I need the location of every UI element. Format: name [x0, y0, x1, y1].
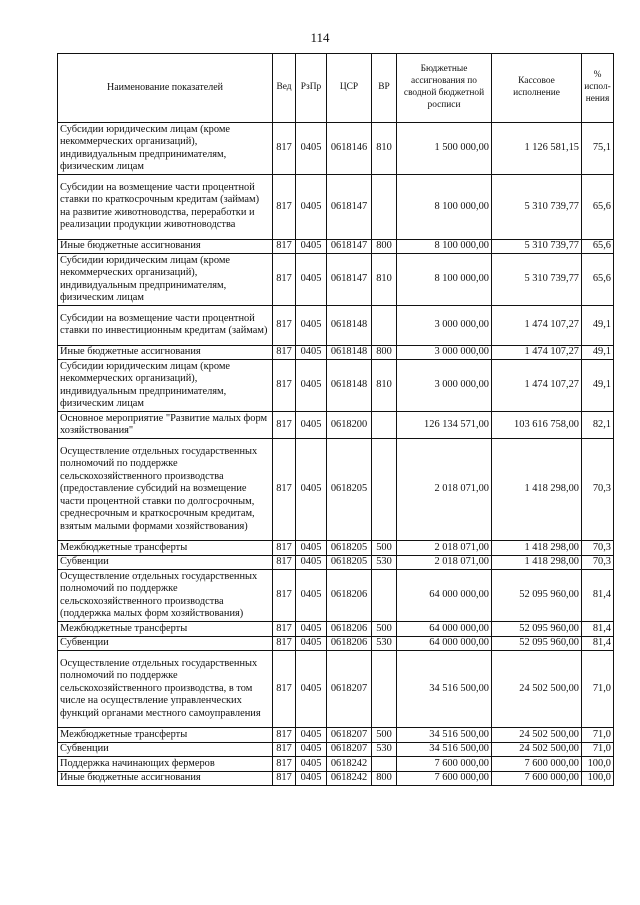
cell-rzpr: 0405 [296, 622, 327, 637]
cell-ved: 817 [273, 771, 296, 786]
cell-pct: 82,1 [582, 412, 614, 439]
cell-kassa: 52 095 960,00 [492, 570, 582, 622]
cell-kassa: 103 616 758,00 [492, 412, 582, 439]
cell-ved: 817 [273, 622, 296, 637]
cell-assign: 64 000 000,00 [397, 622, 492, 637]
table-row [58, 742, 614, 757]
cell-name: Межбюджетные трансферты [58, 541, 273, 556]
cell-ved: 817 [273, 345, 296, 360]
cell-csr: 0618205 [327, 541, 372, 556]
cell-rzpr: 0405 [296, 570, 327, 622]
cell-csr: 0618207 [327, 728, 372, 743]
cell-rzpr: 0405 [296, 306, 327, 346]
cell-rzpr: 0405 [296, 555, 327, 570]
budget-table [57, 53, 614, 786]
header-vr: ВР [372, 54, 397, 123]
cell-name: Субсидии на возмещение части процентной ставки по краткосрочным кредитам (займам) на развитие животноводства, переработки и реализации продукции животноводства [58, 175, 273, 240]
cell-name: Субсидии юридическим лицам (кроме некоммерческих организаций), индивидуальным предпринимателям, физическим лицам [58, 254, 273, 306]
cell-vr: 530 [372, 742, 397, 757]
cell-name: Субвенции [58, 636, 273, 651]
table-header-row [58, 54, 614, 123]
cell-csr: 0618148 [327, 306, 372, 346]
table-row [58, 555, 614, 570]
cell-pct: 65,6 [582, 175, 614, 240]
cell-csr: 0618147 [327, 254, 372, 306]
cell-pct: 49,1 [582, 306, 614, 346]
cell-name: Субсидии юридическим лицам (кроме некоммерческих организаций), индивидуальным предпринимателям, физическим лицам [58, 360, 273, 412]
cell-vr: 500 [372, 541, 397, 556]
table-body [58, 123, 614, 786]
cell-assign: 3 000 000,00 [397, 306, 492, 346]
cell-name: Межбюджетные трансферты [58, 728, 273, 743]
cell-pct: 81,4 [582, 636, 614, 651]
cell-assign: 2 018 071,00 [397, 541, 492, 556]
table-row [58, 541, 614, 556]
cell-kassa: 1 474 107,27 [492, 306, 582, 346]
cell-kassa: 1 474 107,27 [492, 345, 582, 360]
cell-kassa: 7 600 000,00 [492, 771, 582, 786]
cell-csr: 0618146 [327, 123, 372, 175]
cell-pct: 71,0 [582, 742, 614, 757]
cell-pct: 100,0 [582, 757, 614, 772]
cell-ved: 817 [273, 555, 296, 570]
cell-ved: 817 [273, 123, 296, 175]
cell-name: Осуществление отдельных государственных полномочий по поддержке сельскохозяйственного производства (предоставление субсидий на возмещение части процентной ставки по долгосрочным, среднесрочным и краткосрочным кредитам, взятым малыми формами хозяйствования) [58, 439, 273, 541]
cell-rzpr: 0405 [296, 636, 327, 651]
cell-name: Осуществление отдельных государственных полномочий по поддержке сельскохозяйственного производства, в том числе на осуществление управленческих функций органами местного самоуправления [58, 651, 273, 728]
cell-vr [372, 439, 397, 541]
cell-name: Субсидии на возмещение части процентной ставки по инвестиционным кредитам (займам) [58, 306, 273, 346]
cell-pct: 81,4 [582, 622, 614, 637]
header-kassa: Кассовое исполнение [492, 54, 582, 123]
cell-pct: 49,1 [582, 345, 614, 360]
cell-ved: 817 [273, 651, 296, 728]
cell-assign: 34 516 500,00 [397, 728, 492, 743]
cell-assign: 1 500 000,00 [397, 123, 492, 175]
cell-csr: 0618200 [327, 412, 372, 439]
table-row [58, 345, 614, 360]
cell-name: Межбюджетные трансферты [58, 622, 273, 637]
cell-rzpr: 0405 [296, 345, 327, 360]
cell-csr: 0618148 [327, 345, 372, 360]
cell-assign: 8 100 000,00 [397, 239, 492, 254]
header-name: Наименование показателей [58, 54, 273, 123]
cell-assign: 126 134 571,00 [397, 412, 492, 439]
cell-vr [372, 306, 397, 346]
cell-ved: 817 [273, 439, 296, 541]
cell-ved: 817 [273, 175, 296, 240]
table-row [58, 254, 614, 306]
cell-assign: 2 018 071,00 [397, 555, 492, 570]
table-row [58, 728, 614, 743]
table-row [58, 771, 614, 786]
cell-kassa: 1 418 298,00 [492, 541, 582, 556]
table-row [58, 360, 614, 412]
cell-assign: 7 600 000,00 [397, 771, 492, 786]
cell-csr: 0618207 [327, 742, 372, 757]
cell-ved: 817 [273, 570, 296, 622]
cell-vr [372, 175, 397, 240]
cell-vr: 800 [372, 239, 397, 254]
cell-csr: 0618148 [327, 360, 372, 412]
header-ved: Вед [273, 54, 296, 123]
cell-rzpr: 0405 [296, 360, 327, 412]
header-csr: ЦСР [327, 54, 372, 123]
cell-pct: 70,3 [582, 555, 614, 570]
cell-name: Иные бюджетные ассигнования [58, 771, 273, 786]
cell-rzpr: 0405 [296, 728, 327, 743]
cell-csr: 0618242 [327, 771, 372, 786]
cell-ved: 817 [273, 412, 296, 439]
cell-rzpr: 0405 [296, 123, 327, 175]
cell-assign: 34 516 500,00 [397, 651, 492, 728]
table-row [58, 239, 614, 254]
cell-kassa: 5 310 739,77 [492, 175, 582, 240]
page-number: 114 [310, 30, 330, 45]
cell-kassa: 24 502 500,00 [492, 728, 582, 743]
cell-kassa: 5 310 739,77 [492, 254, 582, 306]
cell-name: Субвенции [58, 742, 273, 757]
cell-vr: 500 [372, 622, 397, 637]
cell-rzpr: 0405 [296, 412, 327, 439]
cell-pct: 70,3 [582, 541, 614, 556]
cell-pct: 70,3 [582, 439, 614, 541]
cell-pct: 75,1 [582, 123, 614, 175]
header-rzpr: РзПр [296, 54, 327, 123]
table-row [58, 412, 614, 439]
table-row [58, 123, 614, 175]
cell-csr: 0618206 [327, 622, 372, 637]
header-pct: % испол-нения [582, 54, 614, 123]
cell-vr: 500 [372, 728, 397, 743]
cell-kassa: 1 418 298,00 [492, 555, 582, 570]
cell-assign: 3 000 000,00 [397, 345, 492, 360]
cell-rzpr: 0405 [296, 742, 327, 757]
cell-ved: 817 [273, 306, 296, 346]
cell-kassa: 5 310 739,77 [492, 239, 582, 254]
cell-csr: 0618242 [327, 757, 372, 772]
cell-vr [372, 570, 397, 622]
cell-name: Основное мероприятие "Развитие малых форм хозяйствования" [58, 412, 273, 439]
cell-ved: 817 [273, 541, 296, 556]
cell-pct: 71,0 [582, 728, 614, 743]
cell-assign: 8 100 000,00 [397, 254, 492, 306]
cell-assign: 8 100 000,00 [397, 175, 492, 240]
table-row [58, 439, 614, 541]
cell-rzpr: 0405 [296, 651, 327, 728]
cell-csr: 0618147 [327, 175, 372, 240]
cell-name: Субсидии юридическим лицам (кроме некоммерческих организаций), индивидуальным предпринимателям, физическим лицам [58, 123, 273, 175]
cell-pct: 100,0 [582, 771, 614, 786]
header-assign: Бюджетные ассигнования по сводной бюджетной росписи [397, 54, 492, 123]
table-row [58, 175, 614, 240]
cell-vr: 810 [372, 254, 397, 306]
cell-rzpr: 0405 [296, 541, 327, 556]
cell-vr: 810 [372, 123, 397, 175]
cell-rzpr: 0405 [296, 757, 327, 772]
cell-ved: 817 [273, 360, 296, 412]
cell-vr: 800 [372, 771, 397, 786]
cell-assign: 64 000 000,00 [397, 636, 492, 651]
cell-vr: 810 [372, 360, 397, 412]
table-row [58, 636, 614, 651]
cell-csr: 0618205 [327, 439, 372, 541]
cell-vr [372, 651, 397, 728]
table-row [58, 306, 614, 346]
cell-vr: 800 [372, 345, 397, 360]
cell-kassa: 1 474 107,27 [492, 360, 582, 412]
table-row [58, 622, 614, 637]
cell-kassa: 52 095 960,00 [492, 636, 582, 651]
cell-csr: 0618206 [327, 636, 372, 651]
cell-rzpr: 0405 [296, 254, 327, 306]
cell-assign: 7 600 000,00 [397, 757, 492, 772]
cell-rzpr: 0405 [296, 771, 327, 786]
cell-csr: 0618207 [327, 651, 372, 728]
table-row [58, 570, 614, 622]
cell-assign: 64 000 000,00 [397, 570, 492, 622]
cell-name: Иные бюджетные ассигнования [58, 345, 273, 360]
cell-name: Осуществление отдельных государственных полномочий по поддержке сельскохозяйственного производства (поддержка малых форм хозяйствования) [58, 570, 273, 622]
cell-vr: 530 [372, 555, 397, 570]
cell-csr: 0618147 [327, 239, 372, 254]
cell-kassa: 24 502 500,00 [492, 742, 582, 757]
cell-vr [372, 412, 397, 439]
cell-pct: 65,6 [582, 239, 614, 254]
cell-name: Поддержка начинающих фермеров [58, 757, 273, 772]
cell-ved: 817 [273, 254, 296, 306]
cell-rzpr: 0405 [296, 239, 327, 254]
cell-vr: 530 [372, 636, 397, 651]
cell-kassa: 1 418 298,00 [492, 439, 582, 541]
cell-ved: 817 [273, 728, 296, 743]
cell-kassa: 24 502 500,00 [492, 651, 582, 728]
cell-ved: 817 [273, 742, 296, 757]
cell-rzpr: 0405 [296, 439, 327, 541]
cell-kassa: 1 126 581,15 [492, 123, 582, 175]
cell-name: Иные бюджетные ассигнования [58, 239, 273, 254]
cell-ved: 817 [273, 636, 296, 651]
table-row [58, 757, 614, 772]
cell-rzpr: 0405 [296, 175, 327, 240]
cell-pct: 49,1 [582, 360, 614, 412]
cell-name: Субвенции [58, 555, 273, 570]
cell-csr: 0618205 [327, 555, 372, 570]
cell-assign: 3 000 000,00 [397, 360, 492, 412]
cell-assign: 2 018 071,00 [397, 439, 492, 541]
cell-pct: 71,0 [582, 651, 614, 728]
table-row [58, 651, 614, 728]
cell-kassa: 52 095 960,00 [492, 622, 582, 637]
cell-assign: 34 516 500,00 [397, 742, 492, 757]
cell-pct: 81,4 [582, 570, 614, 622]
cell-kassa: 7 600 000,00 [492, 757, 582, 772]
cell-csr: 0618206 [327, 570, 372, 622]
cell-ved: 817 [273, 239, 296, 254]
cell-ved: 817 [273, 757, 296, 772]
cell-vr [372, 757, 397, 772]
cell-pct: 65,6 [582, 254, 614, 306]
